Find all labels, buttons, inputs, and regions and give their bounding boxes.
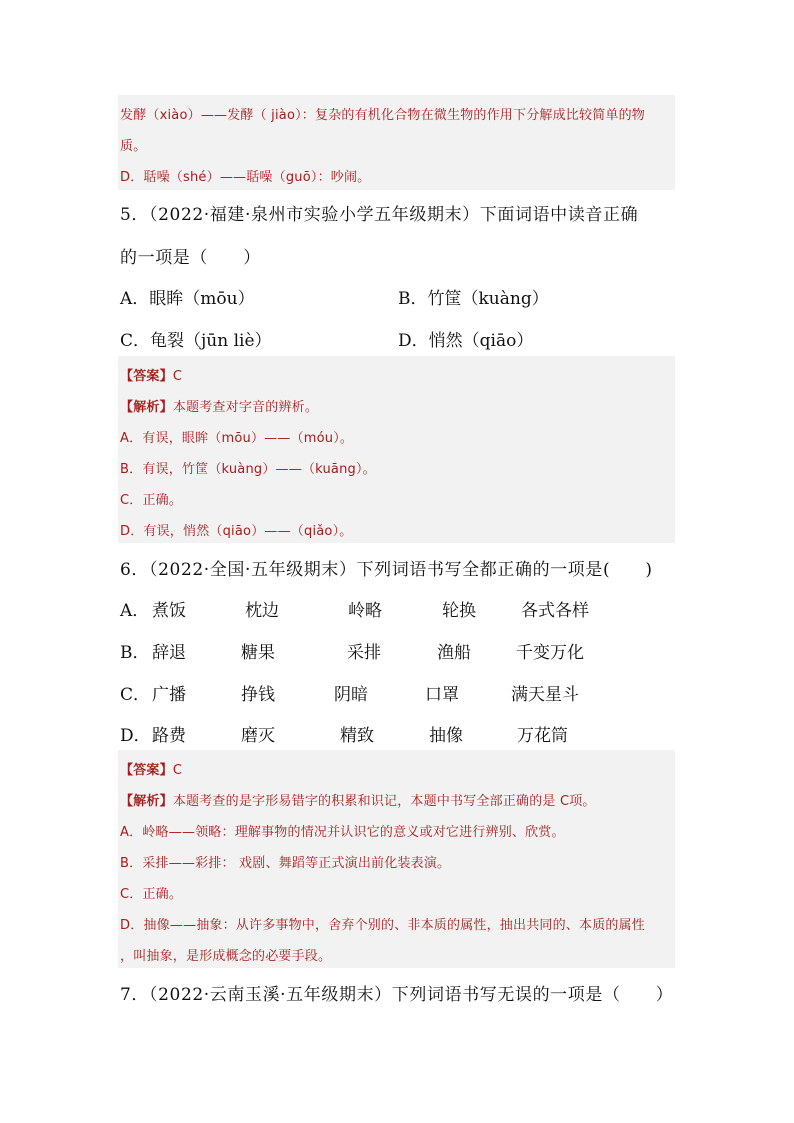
q6-option-b-word: 采排 (347, 643, 381, 663)
q6-analysis-line (120, 790, 671, 809)
analysis-tag: 【解析】 (120, 400, 173, 415)
q5-option-b: B．竹筐（kuàng） (398, 289, 549, 309)
q6-option-a-word: 岭略 (348, 601, 382, 621)
question-5-stem: 5．（2022·福建·泉州市实验小学五年级期末）下面词语中读音正确 (120, 205, 639, 225)
analysis-text: 本题考查对字音的辨析。 (172, 400, 319, 415)
answer-value: C (172, 763, 183, 778)
q5-answer-box (118, 356, 675, 543)
q5-explanation-d: D．有误，悄然（qiāo）——（qiǎo）。 (120, 524, 353, 539)
question-6-stem: 6．（2022·全国·五年级期末）下列词语书写全都正确的一项是( ) (120, 560, 653, 580)
q6-explanation-d: D．抽像——抽象：从许多事物中，舍弃个别的、非本质的属性，抽出共同的、本质的属性 (120, 918, 646, 933)
q6-option-c-word: 阴暗 (334, 685, 368, 705)
q5-analysis-line (120, 396, 671, 415)
q6-option-d-word: 路费 (152, 726, 186, 746)
q6-option-d-word: 精致 (340, 726, 374, 746)
analysis-text: 本题考查的是字形易错字的积累和识记，本题中书写全部正确的是 C项。 (172, 794, 596, 809)
q6-option-a-word: 轮换 (442, 601, 476, 621)
q6-explanation-c: C．正确。 (120, 887, 183, 902)
q5-option-d: D．悄然（qiāo） (398, 331, 534, 351)
q5-explanation-c: C．正确。 (120, 493, 183, 508)
prev-explanation-line: 发酵（xiào）——发酵（ jiào）：复杂的有机化合物在微生物的作用下分解成比较简单的物 (120, 108, 646, 123)
q6-option-a-word: 各式各样 (521, 601, 589, 621)
prev-answer-box (118, 95, 675, 190)
q6-option-d-word: 抽像 (429, 726, 463, 746)
q6-option-d-word: 万花筒 (517, 726, 568, 746)
q6-option-c-label: C． (120, 685, 151, 705)
question-7-stem: 7．（2022·云南玉溪·五年级期末）下列词语书写无误的一项是（ ） (120, 985, 674, 1005)
question-5-stem-cont: 的一项是（ ） (120, 248, 261, 268)
answer-value: C (172, 369, 183, 384)
q5-explanation-b: B．有误，竹筐（kuàng）——（kuāng）。 (120, 462, 376, 477)
q5-explanation-a: A．有误，眼眸（mōu）——（móu）。 (120, 431, 354, 446)
q6-option-c-word: 广播 (152, 685, 186, 705)
prev-explanation-line: 质。 (120, 139, 147, 154)
q6-explanation-d-cont: ，叫抽象，是形成概念的必要手段。 (120, 949, 332, 964)
q6-option-b-word: 辞退 (152, 643, 186, 663)
q5-answer-line (120, 365, 671, 384)
q6-option-c-word: 满天星斗 (511, 685, 579, 705)
q6-option-b-label: B． (120, 643, 150, 663)
q6-option-b-word: 糖果 (241, 643, 275, 663)
analysis-tag: 【解析】 (120, 794, 173, 809)
q5-option-a: A．眼眸（mōu） (120, 289, 255, 309)
q6-option-d-label: D． (120, 726, 151, 746)
q6-option-a-word: 煮饭 (152, 601, 186, 621)
q6-option-c-word: 挣钱 (241, 685, 275, 705)
q6-explanation-a: A．岭略——领略：理解事物的情况并认识它的意义或对它进行辨别、欣赏。 (120, 825, 565, 840)
q6-option-b-word: 渔船 (437, 643, 471, 663)
q6-option-b-word: 千变万化 (516, 643, 584, 663)
q6-answer-box (118, 750, 675, 968)
q6-answer-line (120, 759, 671, 778)
q6-option-a-label: A． (120, 601, 150, 621)
q6-option-a-word: 枕边 (245, 601, 279, 621)
prev-explanation-line: D．聒噪（shé）——聒噪（guō）：吵闹。 (120, 170, 371, 185)
answer-tag: 【答案】 (120, 369, 173, 384)
q6-option-d-word: 磨灭 (241, 726, 275, 746)
q5-option-c: C．龟裂（jūn liè） (120, 331, 272, 351)
q6-option-c-word: 口罩 (425, 685, 459, 705)
answer-tag: 【答案】 (120, 763, 173, 778)
q6-explanation-b: B．采排——彩排： 戏剧、舞蹈等正式演出前化装表演。 (120, 856, 451, 871)
